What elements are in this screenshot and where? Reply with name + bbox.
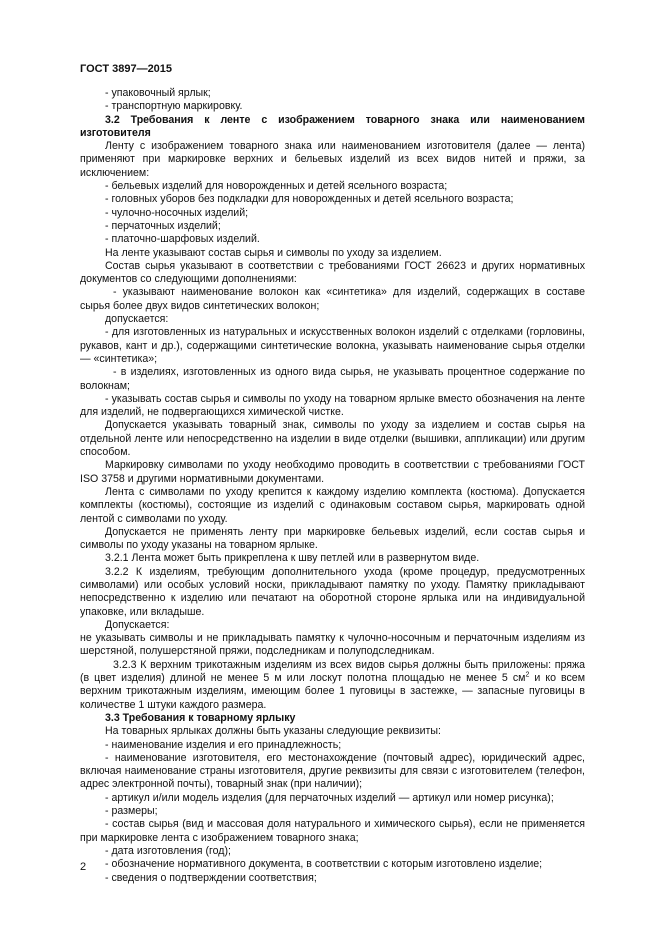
paragraph: - упаковочный ярлык;	[105, 87, 211, 99]
list-item: - размеры;	[105, 805, 158, 818]
list-item: - указывать состав сырья и символы по уходу на товарном ярлыке вместо обозначения на ленте для изделий, не подвергающихся химической чистке.	[80, 392, 585, 419]
list-item: - наименование изделия и его принадлежность;	[105, 738, 342, 751]
list-item: - наименование изготовителя, его местонахождение (почтовый адрес), юридический адрес, включая наименование страны изготовителя, другие реквизиты для связи с изготовителем (телефон, адрес электронной почты), товарный знак (при наличии);	[80, 751, 585, 791]
paragraph: Допускается не применять ленту при маркировке бельевых изделий, если состав сырья и символы по уходу указаны на товарном ярлыке.	[80, 525, 585, 552]
paragraph: На товарных ярлыках должны быть указаны следующие реквизиты:	[105, 725, 441, 738]
document-header: ГОСТ 3897—2015	[80, 63, 173, 75]
document-body	[80, 87, 585, 885]
section-heading-3-3: 3.3 Требования к товарному ярлыку	[105, 711, 296, 724]
paragraph: допускается:	[105, 313, 169, 326]
list-item: - в изделиях, изготовленных из одного вида сырья, не указывать процентное содержание по волокнам;	[80, 366, 585, 392]
list-item: - перчаточных изделий;	[105, 219, 221, 232]
clause-3-2-3-text-b: и ко всем верхним трикотажным изделиям, имеющим более 1 пуговицы в застежке, — запасные пуговицы в количестве 1 штуки каждого размера.	[80, 672, 585, 711]
list-item: - указывают наименование волокон как «синтетика» для изделий, содержащих в составе сырья более двух видов синтетических волокон;	[80, 286, 585, 312]
list-item: - артикул и/или модель изделия (для перчаточных изделий — артикул или номер рисунка);	[105, 791, 554, 804]
paragraph: Лента с символами по уходу крепится к каждому изделию комплекта (костюма). Допускается комплекты (костюмы), состоящие из изделий с одинаковым составом сырья, маркировать одной лентой с символами по уходу.	[80, 485, 585, 525]
paragraph: Маркировку символами по уходу необходимо проводить в соответствии с требованиями ГОСТ ISO 3758 и другими нормативными документами.	[80, 459, 585, 485]
list-item: - для изготовленных из натуральных и искусственных волокон изделий с отделками (горловины, рукавов, кант и др.), содержащими синтетические волокна, указывать наименование сырья отделки — «синтетика»;	[80, 326, 585, 365]
paragraph: Ленту с изображением товарного знака или наименованием изготовителя (далее — лента) применяют при маркировке верхних и бельевых изделий из всех видов нитей и пряжи, за исключением:	[80, 140, 585, 179]
clause-3-2-3-text-a: 3.2.3 К верхним трикотажным изделиям из всех видов сырья должны быть приложены: пряжа (в цвет изделия) длиной не менее 5 м или лоскут полотна площадью не менее 5 см	[80, 658, 585, 685]
paragraph: не указывать символы и не прикладывать памятку к чулочно-носочным и перчаточным изделиям из шерстяной, полушерстяной пряжи, подследникам и полуподследникам.	[80, 632, 585, 658]
superscript: 2	[525, 671, 530, 679]
paragraph: Состав сырья указывают в соответствии с требованиями ГОСТ 26623 и других нормативных документов со следующими дополнениями:	[80, 259, 585, 286]
list-item: - обозначение нормативного документа, в соответствии с которым изготовлено изделие;	[105, 858, 543, 871]
list-item: - головных уборов без подкладки для новорожденных и детей ясельного возраста;	[105, 193, 514, 206]
list-item: - бельевых изделий для новорожденных и детей ясельного возраста;	[105, 180, 448, 193]
paragraph: Допускается указывать товарный знак, символы по уходу за изделием и состав сырья на отдельной ленте или непосредственно на изделии в виде отделки (вышивки, аппликации) или другим способом.	[80, 419, 585, 459]
section-heading-3-2: 3.2 Требования к ленте с изображением товарного знака или наименованием изготовителя	[80, 113, 585, 139]
clause-3-2-1: 3.2.1 Лента может быть прикреплена к шву петлей или в развернутом виде.	[105, 552, 480, 565]
paragraph: На ленте указывают состав сырья и символы по уходу за изделием.	[105, 246, 442, 259]
page-number: 2	[80, 861, 87, 873]
list-item: - чулочно-носочных изделий;	[105, 206, 249, 219]
paragraph: - транспортную маркировку.	[105, 100, 243, 113]
paragraph: Допускается:	[105, 618, 170, 631]
clause-3-2-2: 3.2.2 К изделиям, требующим дополнительного ухода (кроме процедур, предусмотренных символами) или особых условий носки, прикладывают памятку по уходу. Памятку прикладывают непосредственно к изделию или печатают на оборотной стороне ярлыка или на индивидуальной упаковке, или вкладыше.	[80, 565, 585, 618]
list-item: - дата изготовления (год);	[105, 844, 231, 857]
list-item: - сведения о подтверждении соответствия;	[105, 871, 317, 884]
clause-3-2-3	[80, 659, 585, 712]
list-item: - состав сырья (вид и массовая доля натурального и химического сырья), если не применяется при маркировке лента с изображением товарного знака;	[80, 818, 585, 844]
list-item: - платочно-шарфовых изделий.	[105, 233, 260, 246]
